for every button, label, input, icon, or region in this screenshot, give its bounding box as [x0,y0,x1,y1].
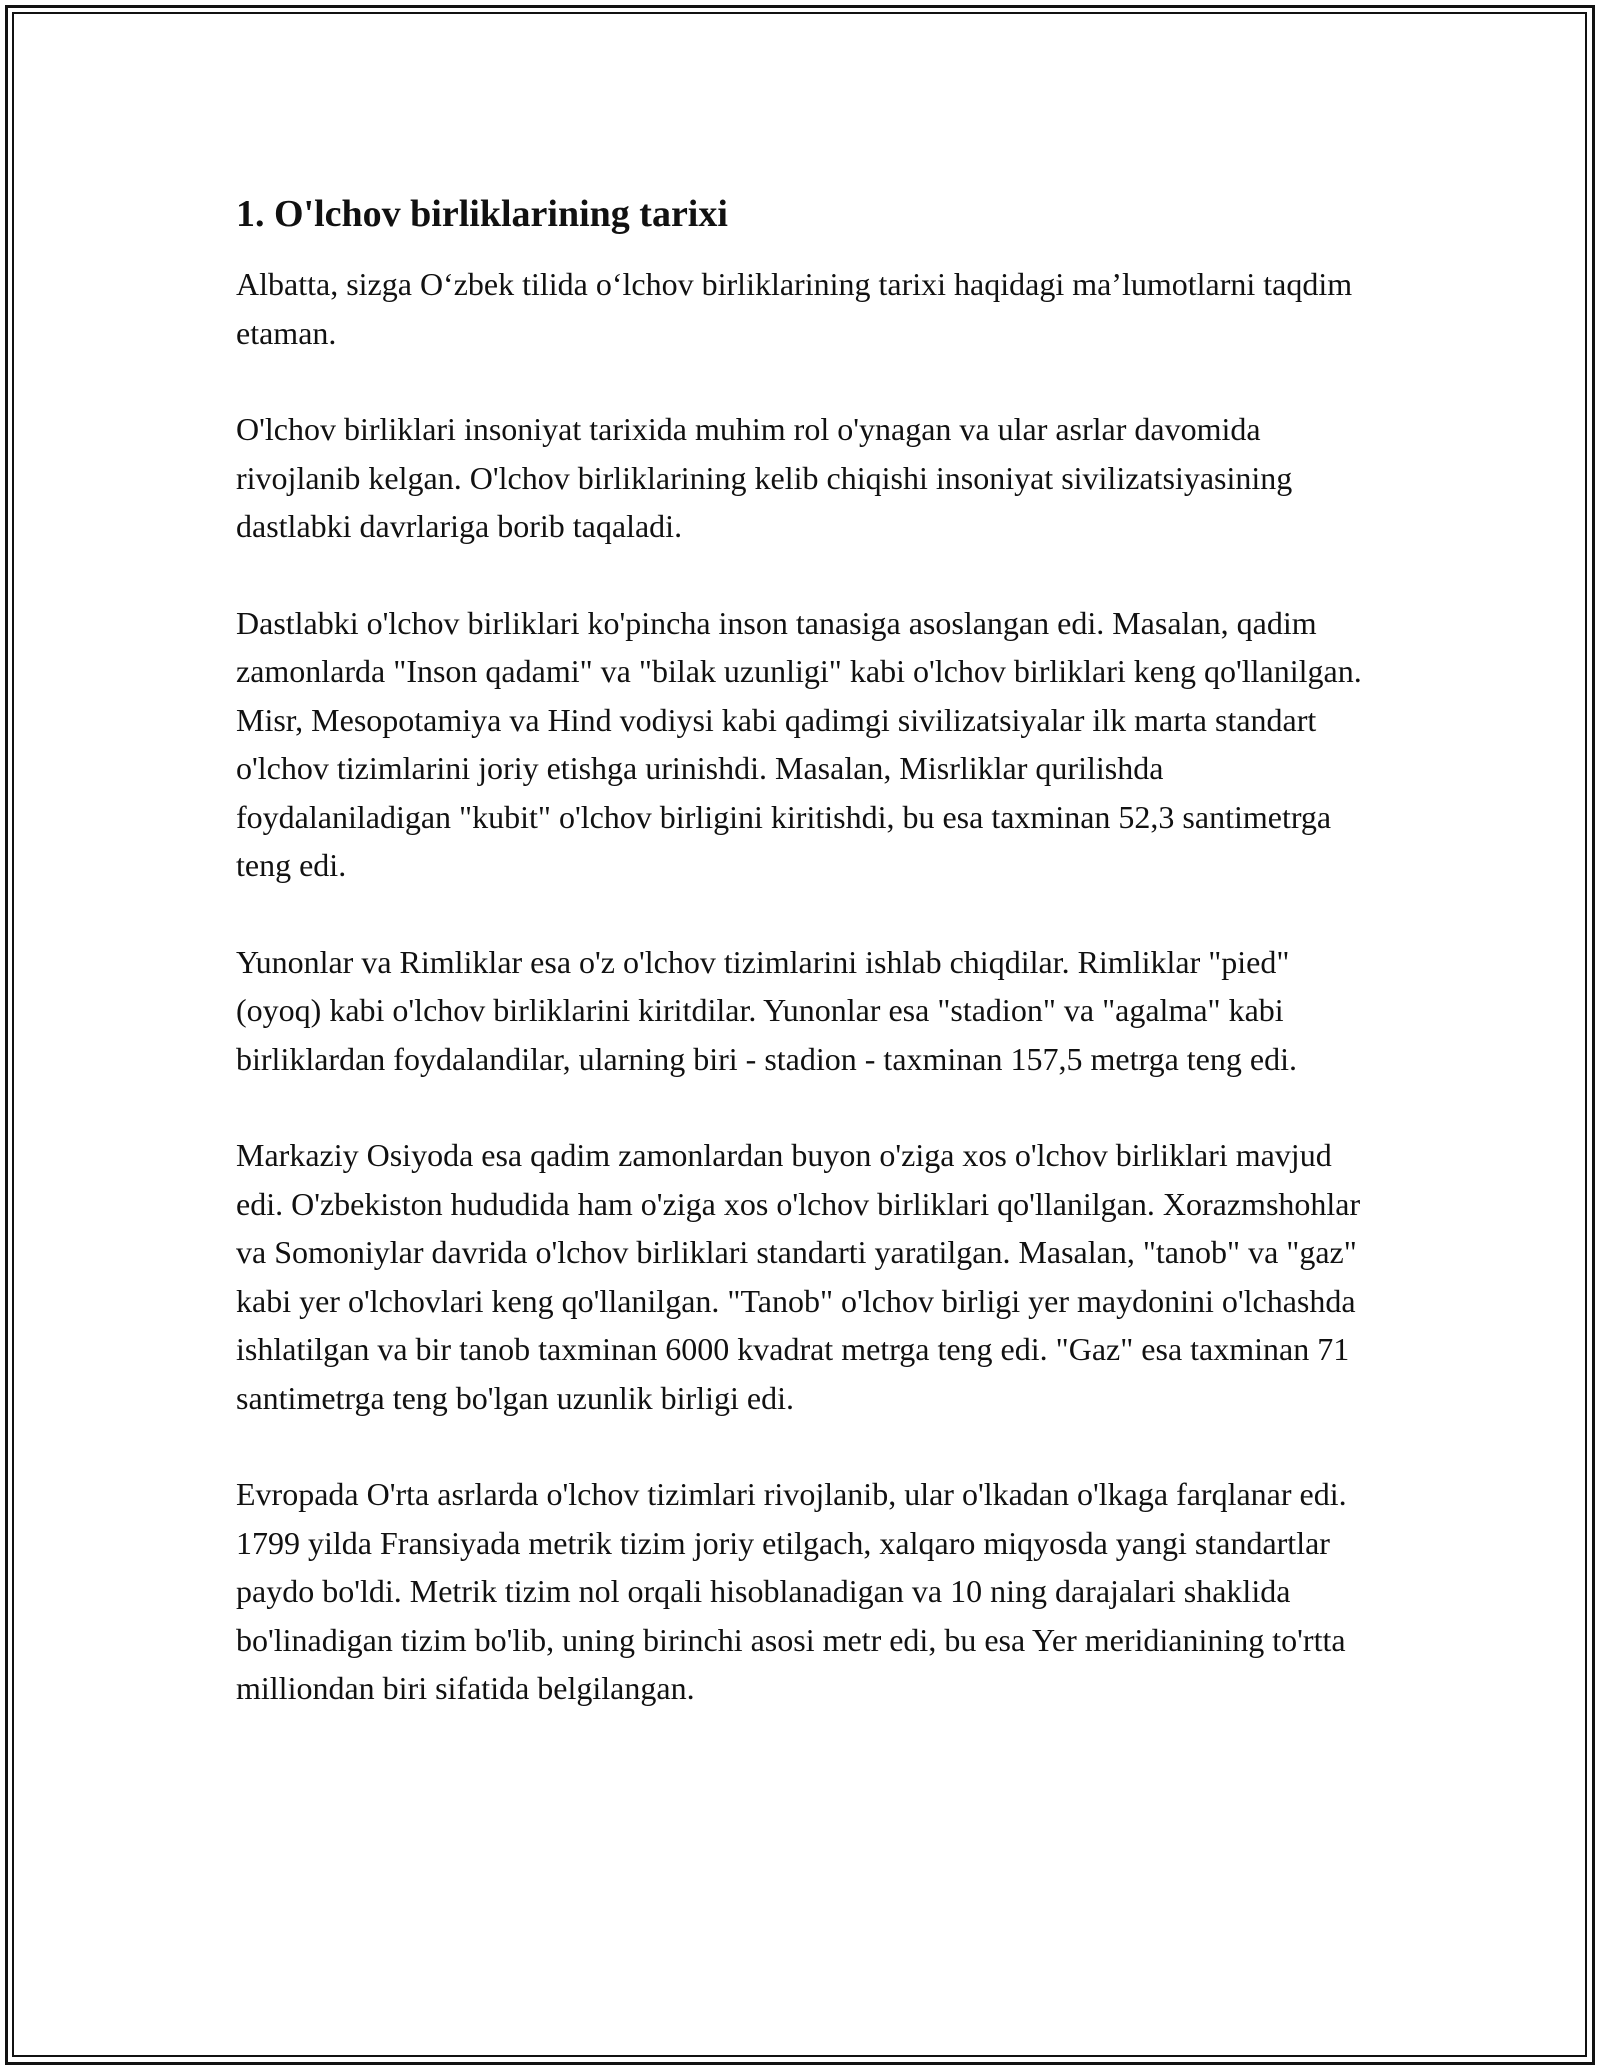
paragraph-central-asia: Markaziy Osiyoda esa qadim zamonlardan buyon o'ziga xos o'lchov birliklari mavjud edi. O'zbekiston hududida ham o'ziga xos o'lchov birliklari qo'llanilgan. Xorazmshohlar va Somoniylar davrida o'lchov birliklari standarti yaratilgan. Masalan, "tanob" va "gaz" kabi yer o'lchovlari keng qo'llanilgan. "Tanob" o'lchov birligi yer maydonini o'lchashda ishlatilgan va bir tanob taxminan 6000 kvadrat metrga teng edi. "Gaz" esa taxminan 71 santimetrga teng bo'lgan uzunlik birligi edi. [236,1137,1361,1416]
document-body [236,188,1376,1761]
paragraph-europe-metric: Evropada O'rta asrlarda o'lchov tizimlari rivojlanib, ular o'lkadan o'lkaga farqlanar edi. 1799 yilda Fransiyada metrik tizim joriy etilgach, xalqaro miqyosda yangi standartlar paydo bo'ldi. Metrik tizim nol orqali hisoblanadigan va 10 ning darajalari shaklida bo'linadigan tizim bo'lib, uning birinchi asosi metr edi, bu esa Yer meridianining to'rtta milliondan biri sifatida belgilangan. [236,1476,1347,1706]
paragraph-intro: Albatta, sizga O‘zbek tilida o‘lchov birliklarining tarixi haqidagi ma’lumotlarni taqdim etaman. [236,266,1353,351]
paragraph-origins: O'lchov birliklari insoniyat tarixida muhim rol o'ynagan va ular asrlar davomida rivojlanib kelgan. O'lchov birliklarining kelib chiqishi insoniyat sivilizatsiyasining dastlabki davrlariga borib taqaladi. [236,411,1293,544]
paragraph-early-units: Dastlabki o'lchov birliklari ko'pincha inson tanasiga asoslangan edi. Masalan, qadim zamonlarda "Inson qadami" va "bilak uzunligi" kabi o'lchov birliklari keng qo'llanilgan. Misr, Mesopotamiya va Hind vodiysi kabi qadimgi sivilizatsiyalar ilk marta standart o'lchov tizimlarini joriy etishga urinishdi. Masalan, Misrliklar qurilishda foydalaniladigan "kubit" o'lchov birligini kiritishdi, bu esa taxminan 52,3 santimetrga teng edi. [236,604,1362,883]
section-heading: 1. O'lchov birliklarining tarixi [236,193,728,235]
paragraph-greeks-romans: Yunonlar va Rimliklar esa o'z o'lchov tizimlarini ishlab chiqdilar. Rimliklar "pied" (oyoq) kabi o'lchov birliklarini kiritdilar. Yunonlar esa "stadion" va "agalma" kabi birliklardan foydalandilar, ularning biri - stadion - taxminan 157,5 metrga teng edi. [236,943,1297,1077]
